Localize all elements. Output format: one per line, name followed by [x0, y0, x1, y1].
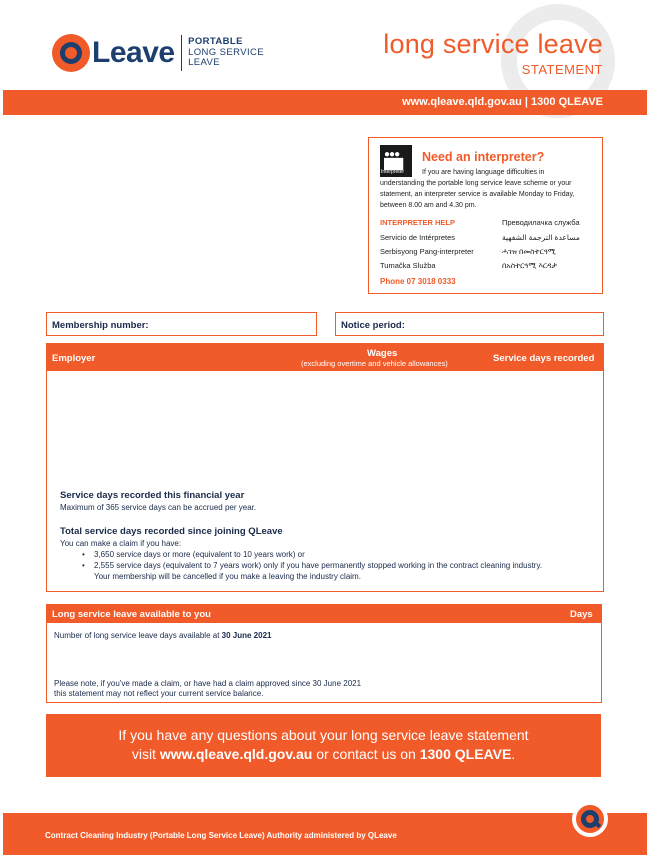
fy-note: Maximum of 365 service days can be accrued per year. [60, 503, 257, 512]
q-logo-icon [52, 34, 90, 72]
col-wages-sub: (excluding overtime and vehicle allowances) [301, 359, 448, 368]
leave-note-1: Please note, if you've made a claim, or have had a claim approved since 30 June 2021 [54, 679, 362, 688]
total-heading: Total service days recorded since joining QLeave [60, 526, 283, 537]
interpreter-icon-label: Interpreter [381, 169, 405, 175]
leave-note-2: this statement may not reflect your current service balance. [54, 689, 264, 698]
logo-sub-line-3: LEAVE [188, 57, 221, 69]
page-title: long service leave [383, 29, 603, 59]
interpreter-phone: Phone 07 3018 0333 [380, 277, 456, 286]
interpreter-help-label: INTERPRETER HELP [380, 218, 456, 227]
leave-available-text [54, 631, 271, 640]
membership-number-label: Membership number: [52, 320, 149, 331]
callout-visit: visit [131, 746, 160, 762]
notice-period-field [335, 312, 604, 336]
footer-text: Contract Cleaning Industry (Portable Long Service Leave) Authority administered by QLeave [45, 831, 397, 840]
interpreter-heads-icon: ●●● ███ [384, 149, 403, 170]
page-subtitle: STATEMENT [521, 62, 603, 77]
interpreter-tigrinya: ሓገዝ በመስተርጓሚ [502, 247, 556, 256]
claim-bullet-1: • 3,650 service days or more (equivalent to 10 years work) or [94, 549, 305, 560]
logo-sub-line-2: LONG SERVICE [188, 46, 264, 58]
claim-bullet-2: • 2,555 service days (equivalent to 7 years work) only if you have permanently stopped working in the contract cleaning industry. [94, 560, 542, 571]
leave-available-box [46, 604, 602, 703]
interpreter-spanish: Servicio de Intérpretes [380, 233, 456, 242]
callout-end: . [511, 746, 516, 762]
service-table [46, 343, 604, 592]
logo-wordmark: Leave [92, 36, 175, 69]
qleave-logo [52, 34, 264, 72]
leave-days-label: Days [570, 609, 593, 620]
interpreter-body: If you are having language difficulties in understanding the portable long service leave scheme or your statement, an interpreter service is available Monday to Friday, between 8.00 am and 4.30 pm. [380, 169, 575, 209]
col-employer: Employer [52, 353, 96, 364]
interpreter-box [368, 137, 603, 294]
logo-subtitle [188, 37, 264, 69]
interpreter-serbian: Преводилачка служба [502, 218, 580, 227]
contact-bar [3, 90, 647, 115]
interpreter-filipino: Serbisyong Pang-interpreter [380, 247, 474, 256]
claim-bullet-2-note: Your membership will be cancelled if you make a leaving the industry claim. [94, 572, 361, 581]
interpreter-amharic: በአስተርጓሚ እርዳታ [502, 261, 558, 270]
fy-heading: Service days recorded this financial year [60, 490, 245, 501]
leave-available-label: Number of long service leave days available at [54, 631, 220, 640]
col-service-days: Service days recorded [493, 353, 595, 364]
service-table-header [47, 344, 603, 371]
leave-available-heading: Long service leave available to you [52, 609, 211, 620]
interpreter-title: Need an interpreter? [422, 150, 545, 164]
callout-line-1: If you have any questions about your long service leave statement [118, 727, 529, 743]
contact-callout [46, 714, 601, 777]
logo-divider [181, 35, 183, 71]
callout-url-link[interactable]: www.qleave.qld.gov.au [159, 746, 313, 762]
contact-bar-text: www.qleave.qld.gov.au | 1300 QLEAVE [402, 96, 603, 108]
footer-q-logo-icon [572, 801, 608, 837]
callout-phone: 1300 QLEAVE [419, 746, 512, 762]
callout-mid: or contact us on [312, 746, 420, 762]
footer-bar [3, 813, 647, 855]
logo-sub-line-1: PORTABLE [188, 36, 243, 48]
notice-period-label: Notice period: [341, 320, 405, 331]
leave-available-header [47, 605, 601, 623]
leave-available-date: 30 June 2021 [221, 631, 272, 640]
membership-number-field [46, 312, 317, 336]
callout-line-2 [46, 746, 601, 762]
col-wages: Wages [367, 348, 398, 359]
interpreter-arabic: مساعدة الترجمة الشفهية [502, 233, 580, 242]
claim-intro: You can make a claim if you have: [60, 539, 182, 548]
interpreter-bosnian: Tumačka Služba [380, 261, 436, 270]
